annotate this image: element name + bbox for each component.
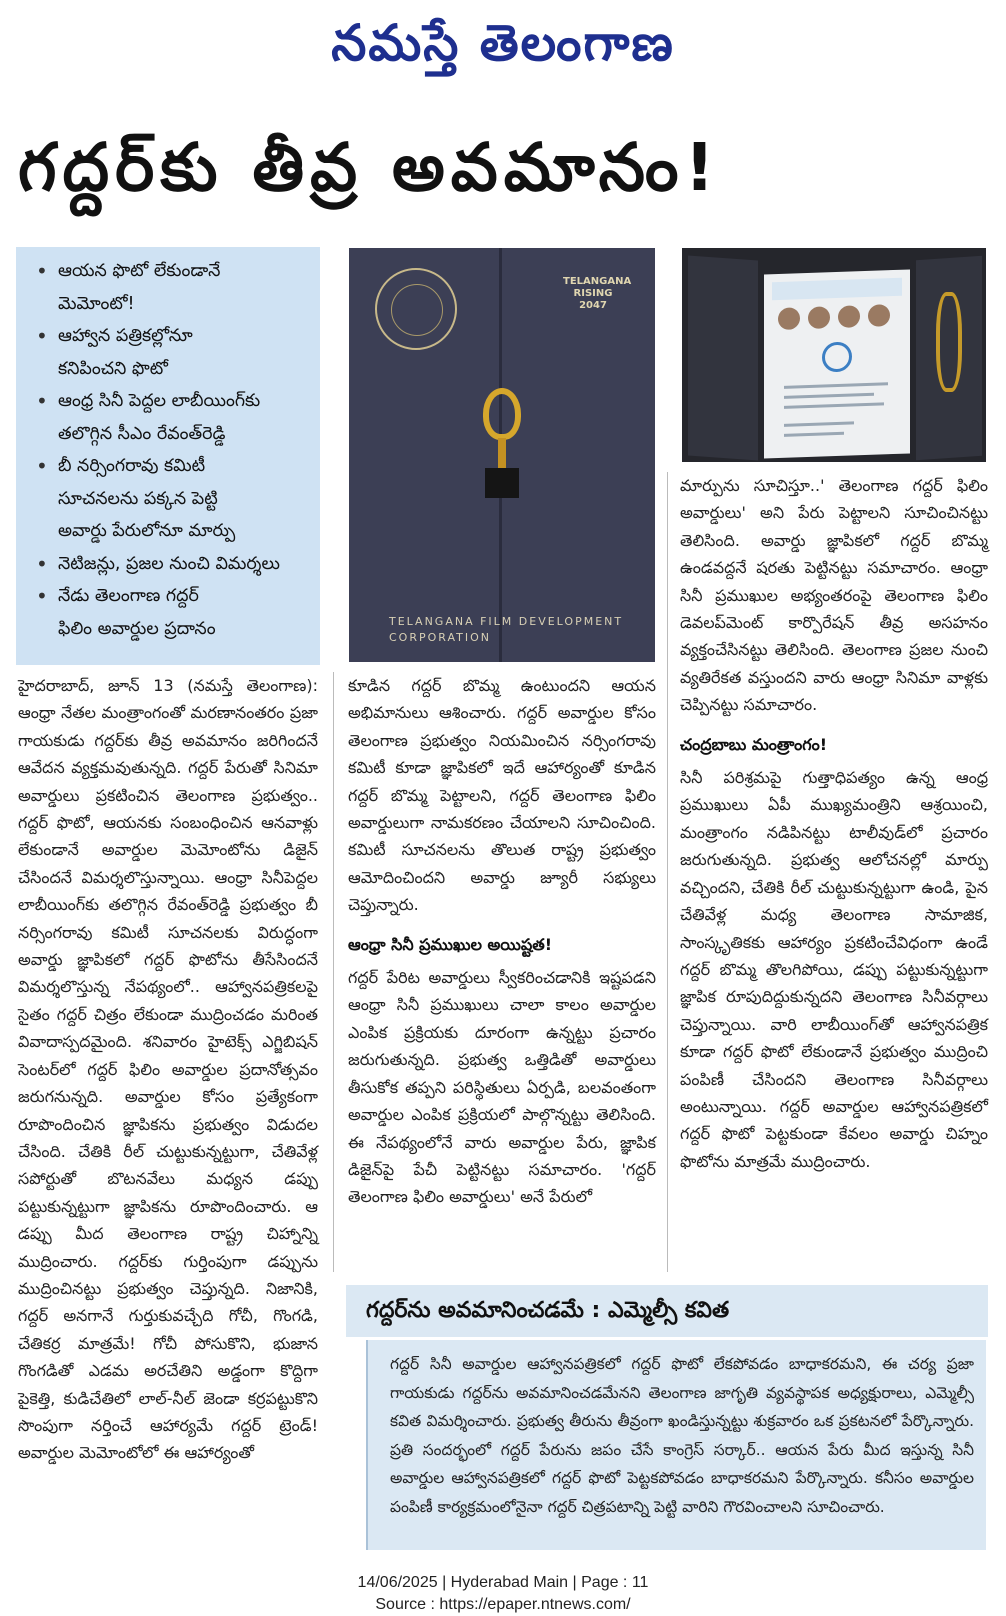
highlight-line: • ఆంధ్ర సినీ పెద్దల లాబీయింగ్‌కు bbox=[58, 391, 261, 411]
article-paragraph: సినీ పరిశ్రమపై గుత్తాధిపత్యం ఉన్న ఆంధ్ర ప్రముఖులు ఏపీ ముఖ్యమంత్రిని ఆశ్రయించి, మంత్రాంగం నడిపినట్టు టాలీవుడ్‌లో ప్రచారం జరుగుతున్నది. ప్రభుత్వ ఆలోచనల్లో మార్పు వచ్చిందని, చేతికి రీల్ చుట్టుకున్నట్టుగా ఉండి, పైన చేతివేళ్ల మధ్య తెలంగాణ సామాజిక, సాంస్కృతికకు ఆహార్యం ప్రకటించేవిధంగా ఉండే గద్దర్ బొమ్మ తొలగిపోయి, డప్పు పట్టుకున్నట్టుగా జ్ఞాపిక రూపుదిద్దుకున్నదని తెలంగాణ సినీవర్గాలు చెప్తున్నాయి. వారి లాబీయింగ్‌తో ఆహ్వానపత్రిక కూడా గద్దర్ ఫొటో లేకుండానే ప్రభుత్వం ముద్రించి పంపిణీ చేసిందని తెలంగాణ సినీవర్గాలు అంటున్నాయి. గద్దర్ అవార్డుల ఆహ్వానపత్రికలో గద్దర్ ఫొటో పెట్టకుండా కేవలం అవార్డు చిహ్నం ఫొటోను మాత్రమే ముద్రించారు. bbox=[680, 768, 988, 1171]
source-link[interactable]: Source : https://epaper.ntnews.com/ bbox=[375, 1596, 631, 1613]
state-emblem-seal bbox=[375, 268, 457, 350]
highlight-bullet bbox=[34, 385, 310, 450]
sidebar-box-title: గద్దర్‌ను అవమానించడమే : ఎమ్మెల్సీ కవిత bbox=[346, 1285, 988, 1337]
highlight-line: • ఆహ్వాన పత్రికల్లోనూ bbox=[58, 326, 193, 346]
highlight-line: అవార్డు పేరులోనూ మార్పు bbox=[58, 521, 236, 541]
highlight-line: • ఆయన ఫొటో లేకుండానే bbox=[58, 261, 221, 281]
edition-info: 14/06/2025 | Hyderabad Main | Page : 11 bbox=[357, 1574, 649, 1591]
highlight-bullet bbox=[34, 580, 310, 645]
article-paragraph: గద్దర్ పేరిట అవార్డులు స్వీకరించడానికి ఇష్టపడని ఆంధ్రా సినీ ప్రముఖులు చాలా కాలం అవార్డుల ఎంపిక ప్రక్రియకు దూరంగా ఉన్నట్టు ప్రచారం జరుగుతున్నది. ప్రభుత్వ ఒత్తిడితో అవార్డులు తీసుకోక తప్పని పరిస్థితులు ఏర్పడి, బలవంతంగా అవార్డుల ఎంపిక ప్రక్రియలో పాల్గొన్నట్టు తెలిసింది. ఈ నేపథ్యంలోనే వారు అవార్డుల పేరు, జ్ఞాపిక డిజైన్‌పై పేచీ పెట్టినట్టు సమాచారం. 'గద్దర్ తెలంగాణ ఫిలిం అవార్డులు' అనే పేరులో bbox=[348, 968, 656, 1207]
highlight-line: • నేడు తెలంగాణ గద్దర్ bbox=[58, 586, 199, 606]
highlight-line: మెమోంటో! bbox=[58, 293, 135, 314]
rising-logo-text: TELANGANA RISING 2047 bbox=[563, 276, 632, 311]
highlight-line: • బీ నర్సింగరావు కమిటీ bbox=[58, 456, 206, 476]
section-subheading: చంద్రబాబు మంత్రాంగం! bbox=[680, 734, 828, 754]
highlights-box bbox=[16, 247, 320, 665]
memento-photo bbox=[349, 248, 655, 662]
article-column-1 bbox=[18, 672, 318, 1467]
highlight-bullet bbox=[34, 548, 310, 581]
page-footer bbox=[0, 1572, 1006, 1616]
highlight-line: కనిపించని ఫొటో bbox=[58, 358, 168, 379]
column-divider bbox=[667, 472, 668, 1272]
highlight-line: • నెటిజన్లు, ప్రజల నుంచి విమర్శలు bbox=[58, 553, 280, 574]
highlight-bullet bbox=[34, 320, 310, 385]
highlight-line: ఫిలిం అవార్డుల ప్రదానం bbox=[58, 618, 216, 639]
article-paragraph: కూడిన గద్దర్ బొమ్మ ఉంటుందని ఆయన అభిమానులు ఆశించారు. గద్దర్ అవార్డుల కోసం తెలంగాణ ప్రభుత్వం నియమించిన నర్సింగరావు కమిటీ కూడా జ్ఞాపికలో ఇదే ఆహార్యంతో కూడిన గద్దర్ బొమ్మ పెట్టాలని, గద్దర్ తెలంగాణ ఫిలిం అవార్డులుగా నామకరణం చేయాలని సూచించింది. కమిటీ సూచనలను తొలుత రాష్ట్ర ప్రభుత్వం ఆమోదించిందని అవార్డు జ్యూరీ సభ్యులు చెప్తున్నారు. bbox=[348, 676, 656, 915]
section-subheading: ఆంధ్రా సినీ ప్రముఖుల అయిష్టత! bbox=[348, 934, 553, 954]
newspaper-masthead: నమస్తే తెలంగాణ bbox=[331, 14, 675, 72]
emblem-icon bbox=[822, 341, 852, 372]
article-column-3 bbox=[680, 472, 988, 1175]
highlight-bullet bbox=[34, 255, 310, 320]
highlight-line: సూచనలను పక్కన పెట్టి bbox=[58, 488, 218, 509]
invitation-photo bbox=[682, 248, 986, 462]
article-column-2 bbox=[348, 672, 656, 1211]
headline: గద్దర్‌కు తీవ్ర అవమానం! bbox=[18, 129, 721, 206]
invitation-card bbox=[764, 269, 910, 458]
article-paragraph: మార్పును సూచిస్తూ..' తెలంగాణ గద్దర్ ఫిలిం అవార్డులు' అని పేరు పెట్టాలని సూచించినట్టు తెలిసింది. అవార్డు జ్ఞాపికలో గద్దర్ బొమ్మ ఉండవద్దనే షరతు పెట్టినట్టు సమాచారం. ఆంధ్రా సినీ ప్రముఖుల అభ్యంతరంపై తెలంగాణ ఫిలిం డెవలప్‌మెంట్ కార్పొరేషన్ తీవ్ర అసహనం వ్యక్తంచేసినట్టు తెలిసింది. తెలంగాణ ప్రజల నుంచి వ్యతిరేకత వస్తుందని వారు ఆంధ్రా సినిమా వాళ్లకు చెప్పినట్టు సమాచారం. bbox=[680, 476, 988, 715]
sidebar-box-body: గద్దర్ సినీ అవార్డుల ఆహ్వానపత్రికలో గద్దర్ ఫొటో లేకపోవడం బాధాకరమని, ఈ చర్య ప్రజా గాయకుడు గద్దర్‌ను అవమానించడమేనని తెలంగాణ జాగృతి వ్యవస్థాపక అధ్యక్షురాలు, ఎమ్మెల్సీ కవిత విమర్శించారు. ప్రభుత్వ తీరును తీవ్రంగా ఖండిస్తున్నట్టు శుక్రవారం ఒక ప్రకటనలో పేర్కొన్నారు. ప్రతి సందర్భంలో గద్దర్ పేరును జపం చేసే కాంగ్రెస్ సర్కార్.. ఆయన పేరు మీద ఇస్తున్న సినీ అవార్డుల ఆహ్వానపత్రికలో గద్దర్ ఫొటో పెట్టకపోవడం బాధాకరమని పేర్కొన్నారు. కనీసం అవార్డుల పంపిణీ కార్యక్రమంలోనైనా గద్దర్ చిత్రపటాన్ని పెట్టి వారిని గౌరవించాలని సూచించారు. bbox=[366, 1340, 986, 1550]
highlight-bullet bbox=[34, 450, 310, 548]
invitation-left-panel bbox=[688, 256, 758, 461]
corporation-text: TELANGANA FILM DEVELOPMENT CORPORATION bbox=[389, 615, 624, 644]
trophy-icon bbox=[477, 388, 527, 508]
column-divider bbox=[333, 672, 334, 1272]
article-paragraph: హైదరాబాద్, జూన్ 13 (నమస్తే తెలంగాణ): ఆంధ్రా నేతల మంత్రాంగంతో మరణానంతరం ప్రజా గాయకుడు గద్దర్‌కు తీవ్ర అవమానం జరిగిందనే ఆవేదన వ్యక్తమవుతున్నది. గద్దర్ పేరుతో సినిమా అవార్డులు ప్రకటించిన తెలంగాణ ప్రభుత్వం.. గద్దర్ ఫొటో, ఆయనకు సంబంధించిన ఆనవాళ్లు లేకుండానే అవార్డుల మెమోంటోను డిజైన్ చేసిందనే విమర్శలొస్తున్నాయి. ఆంధ్రా సినీపెద్దల లాబీయింగ్‌కు తలొగ్గిన రేవంత్‌రెడ్డి ప్రభుత్వం బీ నర్సింగరావు కమిటీ సూచనలకు విరుద్ధంగా అవార్డు జ్ఞాపికలో గద్దర్ ఫొటోను తీసేసిందనే విమర్శలొస్తున్న నేపథ్యంలో.. ఆహ్వానపత్రికలపై సైతం గద్దర్ చిత్రం లేకుండా ముద్రించడం మరింత వివాదాస్పదమైంది. శనివారం హైటెక్స్ ఎగ్జిబిషన్ సెంటర్‌లో గద్దర్ ఫిలిం అవార్డుల ప్రదానోత్సవం జరుగనున్నది. అవార్డుల కోసం ప్రత్యేకంగా రూపొందించిన జ్ఞాపికను ప్రభుత్వం విడుదల చేసింది. చేతికి రీల్ చుట్టుకున్నట్టుగా, చేతివేళ్ల సపోర్టుతో బొటనవేలు మధ్యన డప్పు పట్టుకున్నట్టుగా జ్ఞాపికను రూపొందించారు. ఆ డప్పు మీద తెలంగాణ రాష్ట్ర చిహ్నాన్ని ముద్రించారు. గద్దర్‌కు గుర్తింపుగా డప్పును ముద్రించినట్టు ప్రభుత్వం చెప్తున్నది. నిజానికి, గద్దర్ అనగానే గుర్తుకువచ్చేది గోచీ, గొంగడి, చేతికర్ర మాత్రమే! గోచీ పోసుకొని, భుజాన గొంగడితో ఎడమ అరచేతిని అడ్డంగా కొద్దిగా పైకెత్తి, కుడిచేతిలో లాల్-నీల్ జెండా కర్రపట్టుకొని సొంపుగా నర్తించే ఆహార్యమే గద్దర్ ట్రెండ్! అవార్డుల మెమోంటోలో ఈ ఆహార్యంతో bbox=[18, 676, 318, 1463]
highlight-line: తలొగ్గిన సీఎం రేవంత్‌రెడ్డి bbox=[58, 423, 226, 444]
gold-trophy-icon bbox=[936, 292, 962, 392]
